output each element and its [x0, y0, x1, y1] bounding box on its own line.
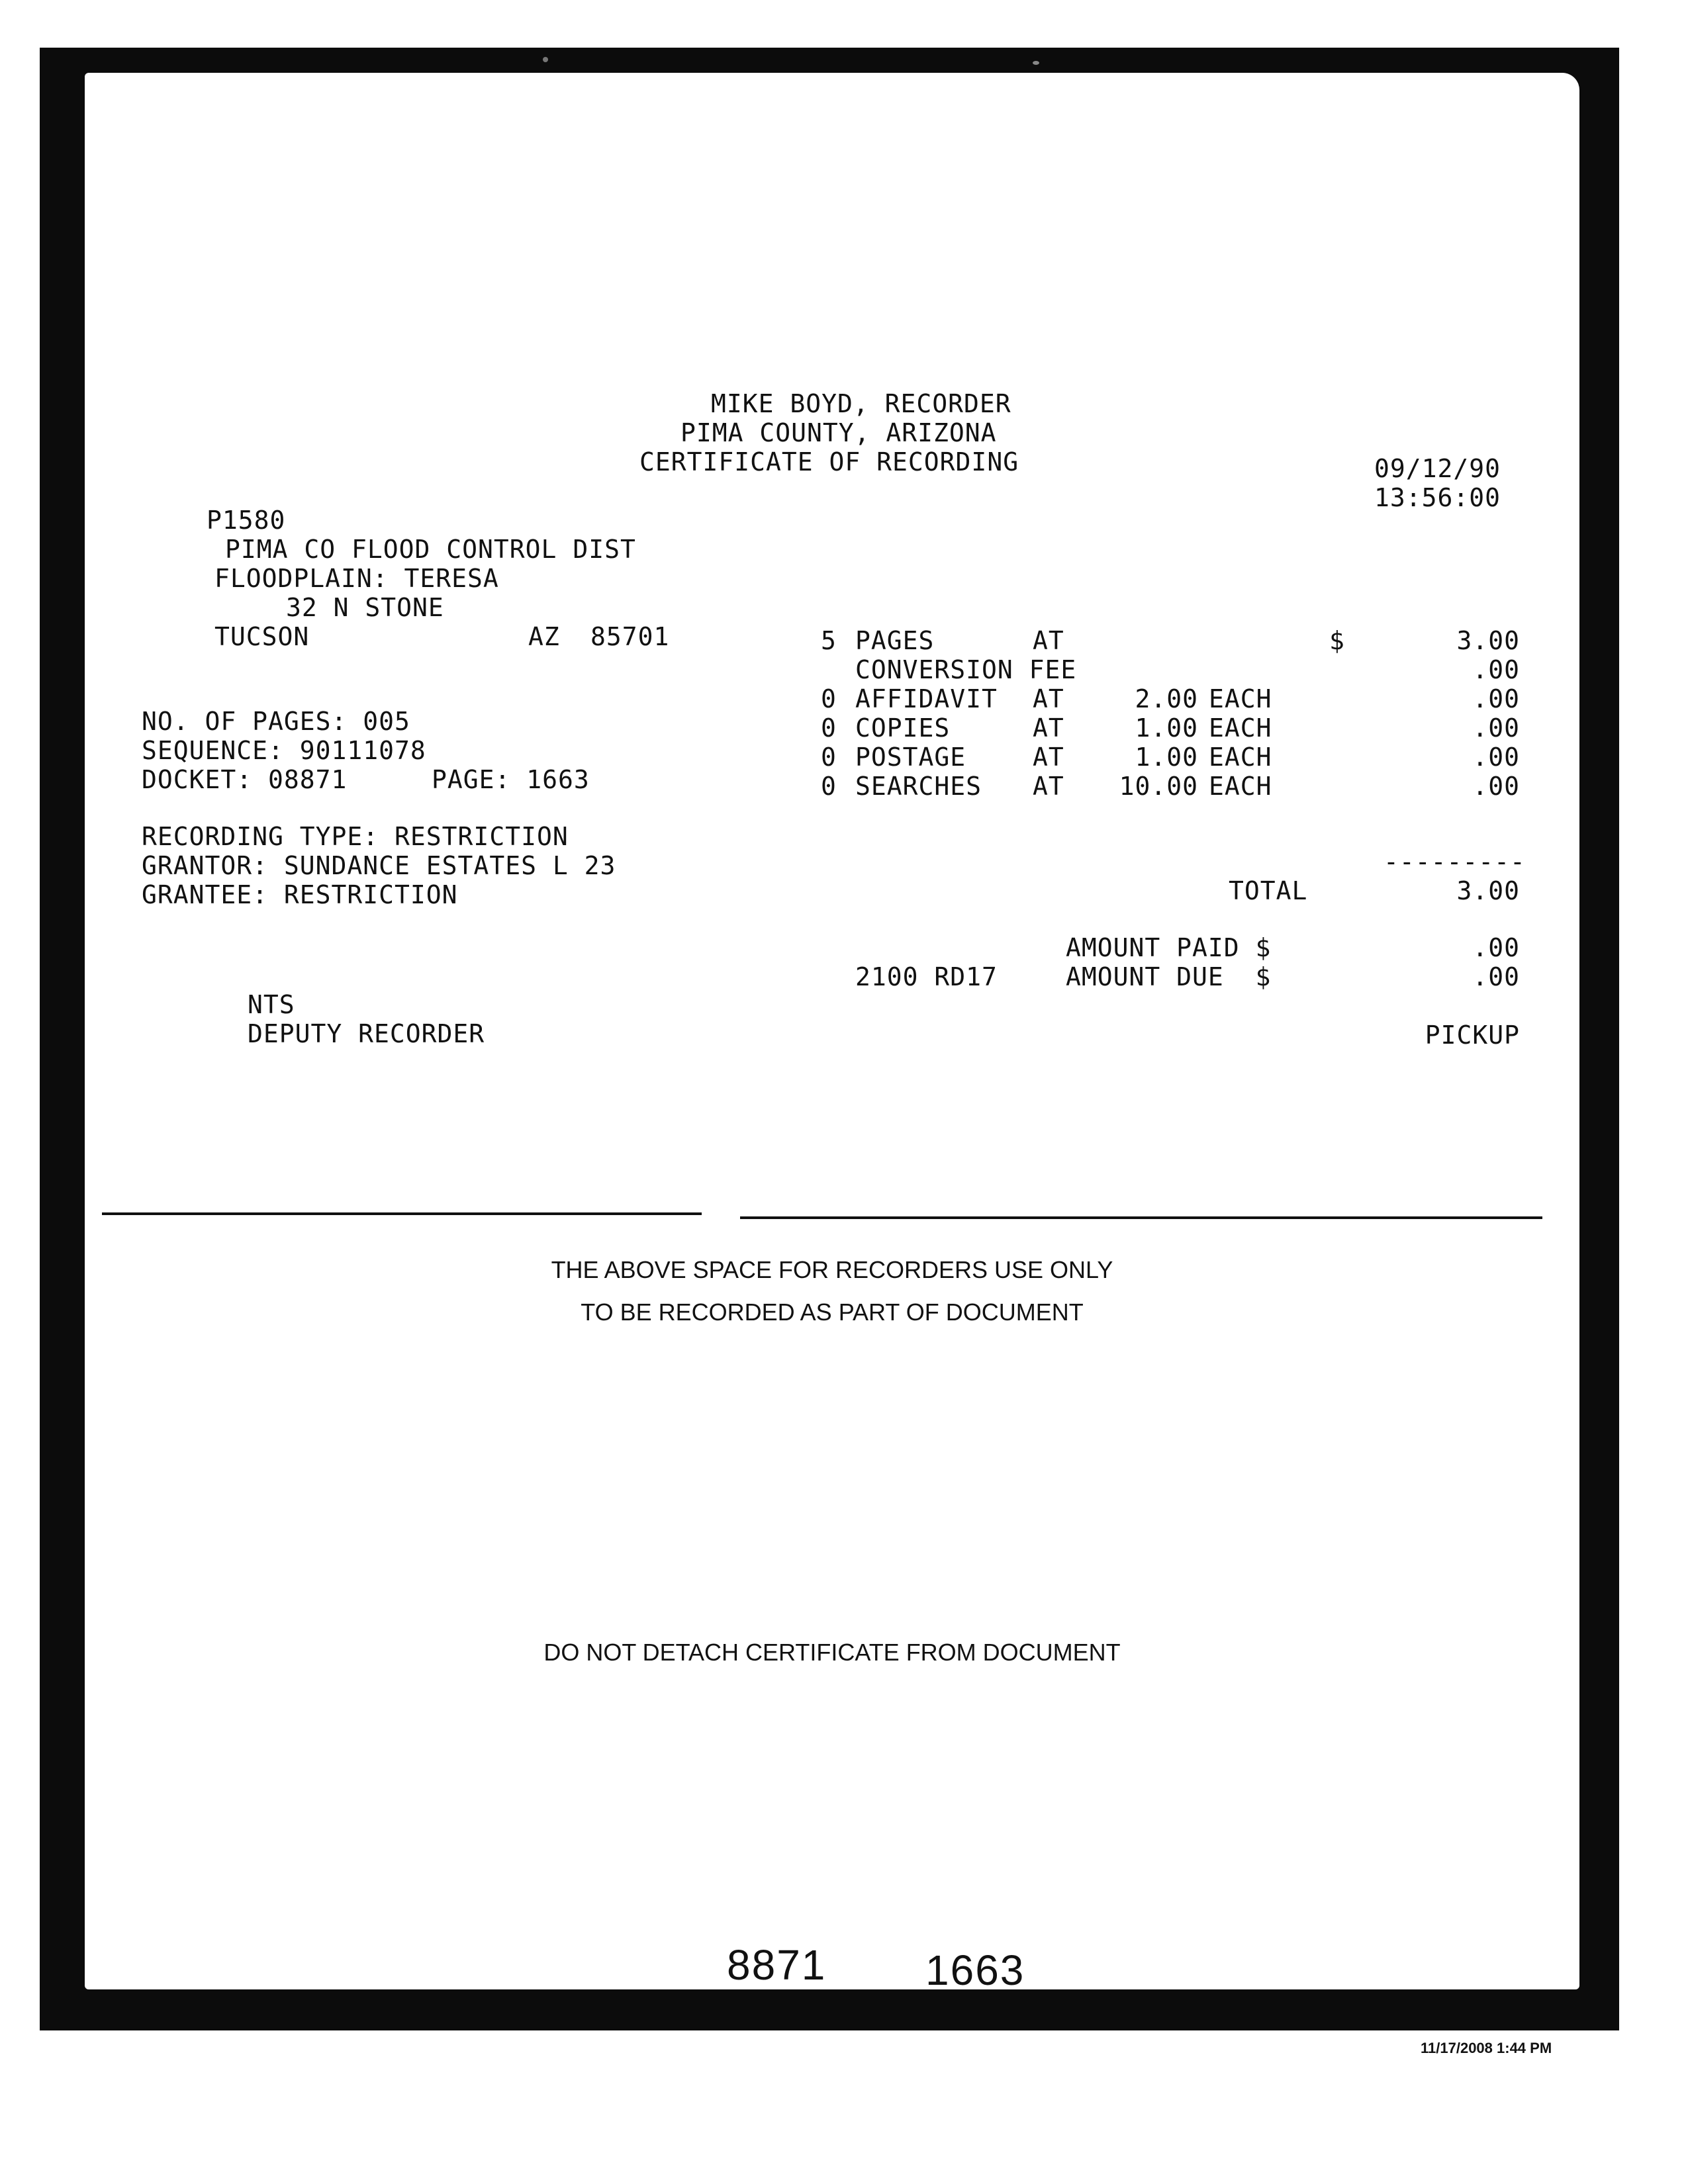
- divider-line-right: [740, 1216, 1542, 1219]
- recorders-use-note: THE ABOVE SPACE FOR RECORDERS USE ONLY: [551, 1256, 1113, 1283]
- fee-row-qty: 0: [821, 772, 837, 801]
- fee-row-amount: .00: [1472, 655, 1520, 684]
- fee-row-amount: .00: [1472, 772, 1520, 801]
- fee-row-each: EACH: [1209, 713, 1272, 743]
- total-amount: 3.00: [1456, 876, 1520, 905]
- amount-paid: .00: [1472, 933, 1520, 962]
- fee-row-amount: .00: [1472, 684, 1520, 713]
- recorder-name: MIKE BOYD, RECORDER: [711, 389, 1011, 418]
- pickup-label: PICKUP: [1425, 1021, 1520, 1050]
- address-zip: 85701: [590, 622, 670, 651]
- deputy-title: DEPUTY RECORDER: [248, 1019, 485, 1048]
- fee-row-qty: 5: [821, 626, 837, 655]
- fee-row-rate: 1.00: [1135, 713, 1198, 743]
- recording-time: 13:56:00: [1374, 483, 1501, 512]
- recorded-part-note: TO BE RECORDED AS PART OF DOCUMENT: [581, 1298, 1084, 1326]
- fee-row-amount: 3.00: [1456, 626, 1520, 655]
- recording-date: 09/12/90: [1374, 454, 1501, 483]
- address-state: AZ: [528, 622, 560, 651]
- scan-border: [40, 48, 1619, 2030]
- fee-row-rate: 1.00: [1135, 743, 1198, 772]
- fee-row-label: CONVERSION FEE: [855, 655, 1077, 684]
- page-number: PAGE: 1663: [432, 765, 590, 794]
- currency-symbol: $: [1329, 626, 1345, 655]
- fee-row-label: AFFIDAVIT: [855, 684, 998, 713]
- number-of-pages: NO. OF PAGES: 005: [142, 707, 410, 736]
- address-city: TUCSON: [214, 622, 310, 651]
- address-street: 32 N STONE: [286, 593, 444, 622]
- amount-paid-label: AMOUNT PAID $: [1066, 933, 1272, 962]
- fee-row-label: POSTAGE: [855, 743, 966, 772]
- fee-row-at: AT: [1033, 626, 1064, 655]
- address-attn: FLOODPLAIN: TERESA: [214, 564, 499, 593]
- divider-line-left: [102, 1212, 702, 1215]
- footer-page-number: 1663: [925, 1946, 1025, 1994]
- fee-row-label: SEARCHES: [855, 772, 982, 801]
- fee-row-at: AT: [1033, 684, 1064, 713]
- fee-row-at: AT: [1033, 713, 1064, 743]
- footer-docket-number: 8871: [727, 1941, 827, 1989]
- print-timestamp: 11/17/2008 1:44 PM: [1421, 2040, 1552, 2056]
- amount-due-label: AMOUNT DUE $: [1066, 962, 1272, 991]
- deputy-initials: NTS: [248, 990, 295, 1019]
- docket-number: DOCKET: 08871: [142, 765, 348, 794]
- fee-row-qty: 0: [821, 684, 837, 713]
- fee-row-rate: 2.00: [1135, 684, 1198, 713]
- sequence-number: SEQUENCE: 90111078: [142, 736, 426, 765]
- fee-row-at: AT: [1033, 772, 1064, 801]
- fee-row-qty: 0: [821, 743, 837, 772]
- fee-row-rate: 10.00: [1119, 772, 1198, 801]
- address-name: PIMA CO FLOOD CONTROL DIST: [225, 535, 636, 564]
- fee-row-label: COPIES: [855, 713, 951, 743]
- total-label: TOTAL: [1229, 876, 1308, 905]
- fee-row-at: AT: [1033, 743, 1064, 772]
- scan-speck: [543, 57, 548, 62]
- fee-row-amount: .00: [1472, 713, 1520, 743]
- total-divider: ---------: [1383, 847, 1526, 876]
- recording-type: RECORDING TYPE: RESTRICTION: [142, 822, 569, 851]
- grantee: GRANTEE: RESTRICTION: [142, 880, 458, 909]
- scan-speck: [1033, 61, 1039, 65]
- certificate-page: [85, 73, 1579, 1994]
- amount-due: .00: [1472, 962, 1520, 991]
- do-not-detach-note: DO NOT DETACH CERTIFICATE FROM DOCUMENT: [543, 1639, 1121, 1666]
- grantor: GRANTOR: SUNDANCE ESTATES L 23: [142, 851, 616, 880]
- fee-row-label: PAGES: [855, 626, 935, 655]
- certificate-title: CERTIFICATE OF RECORDING: [639, 447, 1019, 477]
- station-code: 2100 RD17: [855, 962, 998, 991]
- county-name: PIMA COUNTY, ARIZONA: [680, 418, 997, 447]
- fee-row-each: EACH: [1209, 684, 1272, 713]
- account-code: P1580: [207, 506, 286, 535]
- fee-row-amount: .00: [1472, 743, 1520, 772]
- fee-row-each: EACH: [1209, 772, 1272, 801]
- fee-row-each: EACH: [1209, 743, 1272, 772]
- fee-row-qty: 0: [821, 713, 837, 743]
